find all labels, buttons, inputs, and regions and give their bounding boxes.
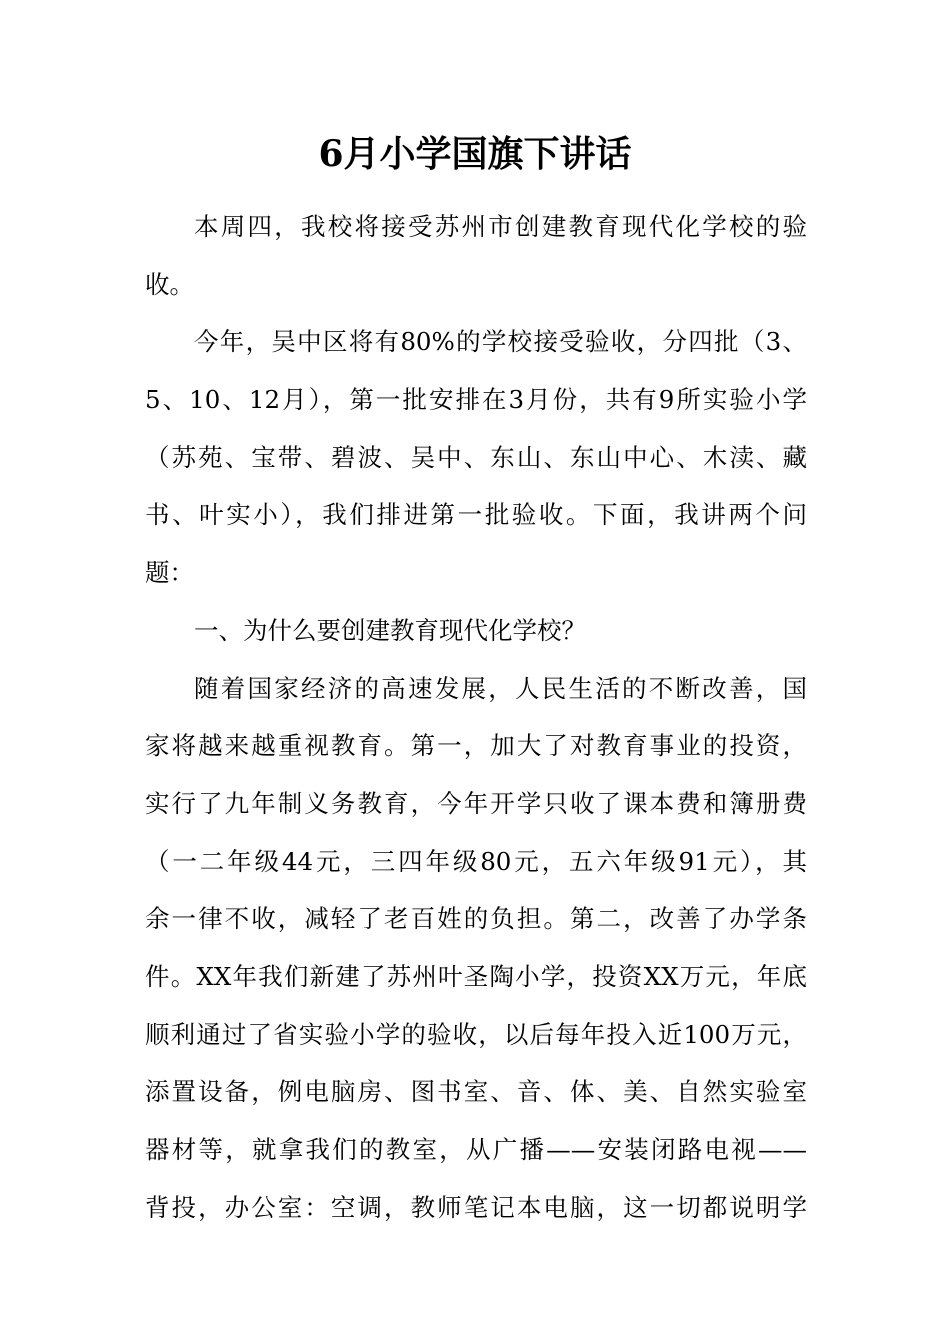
text-line: 题：: [145, 558, 194, 588]
text-line: （一二年级44元，三四年级80元，五六年级91元），其: [145, 846, 807, 876]
text-line: 余一律不收，减轻了老百姓的负担。第二，改善了办学条: [145, 904, 807, 934]
text-line: 本周四，我校将接受苏州市创建教育现代化学校的验: [194, 212, 807, 241]
text-line: 收。: [145, 269, 194, 299]
text-line: 家将越来越重视教育。第一，加大了对教育事业的投资，: [145, 731, 807, 761]
text-line: 书、叶实小），我们排进第一批验收。下面，我讲两个问: [145, 500, 807, 530]
speech-body: [145, 198, 807, 1236]
text-line: 5、10、12月），第一批安排在3月份，共有9所实验小学: [145, 385, 807, 415]
text-line: 件。XX年我们新建了苏州叶圣陶小学，投资XX万元，年底: [145, 961, 807, 991]
text-line: 添置设备，例电脑房、图书室、音、体、美、自然实验室: [145, 1077, 807, 1107]
text-line: 器材等，就拿我们的教室，从广播——安装闭路电视——: [145, 1135, 807, 1164]
section-heading: 一、为什么要创建教育现代化学校？: [194, 615, 586, 645]
page-title: 6月小学国旗下讲话: [318, 133, 632, 175]
text-line: 随着国家经济的高速发展，人民生活的不断改善，国: [194, 673, 807, 703]
text-line: 实行了九年制义务教育，今年开学只收了课本费和簿册费: [145, 788, 807, 818]
text-line: （苏苑、宝带、碧波、吴中、东山、东山中心、木渎、藏: [145, 442, 807, 472]
text-line: 背投，办公室：空调，教师笔记本电脑，这一切都说明学: [145, 1192, 807, 1222]
text-line: 今年，吴中区将有80%的学校接受验收，分四批（3、: [194, 327, 807, 357]
text-line: 顺利通过了省实验小学的验收，以后每年投入近100万元，: [145, 1019, 807, 1049]
